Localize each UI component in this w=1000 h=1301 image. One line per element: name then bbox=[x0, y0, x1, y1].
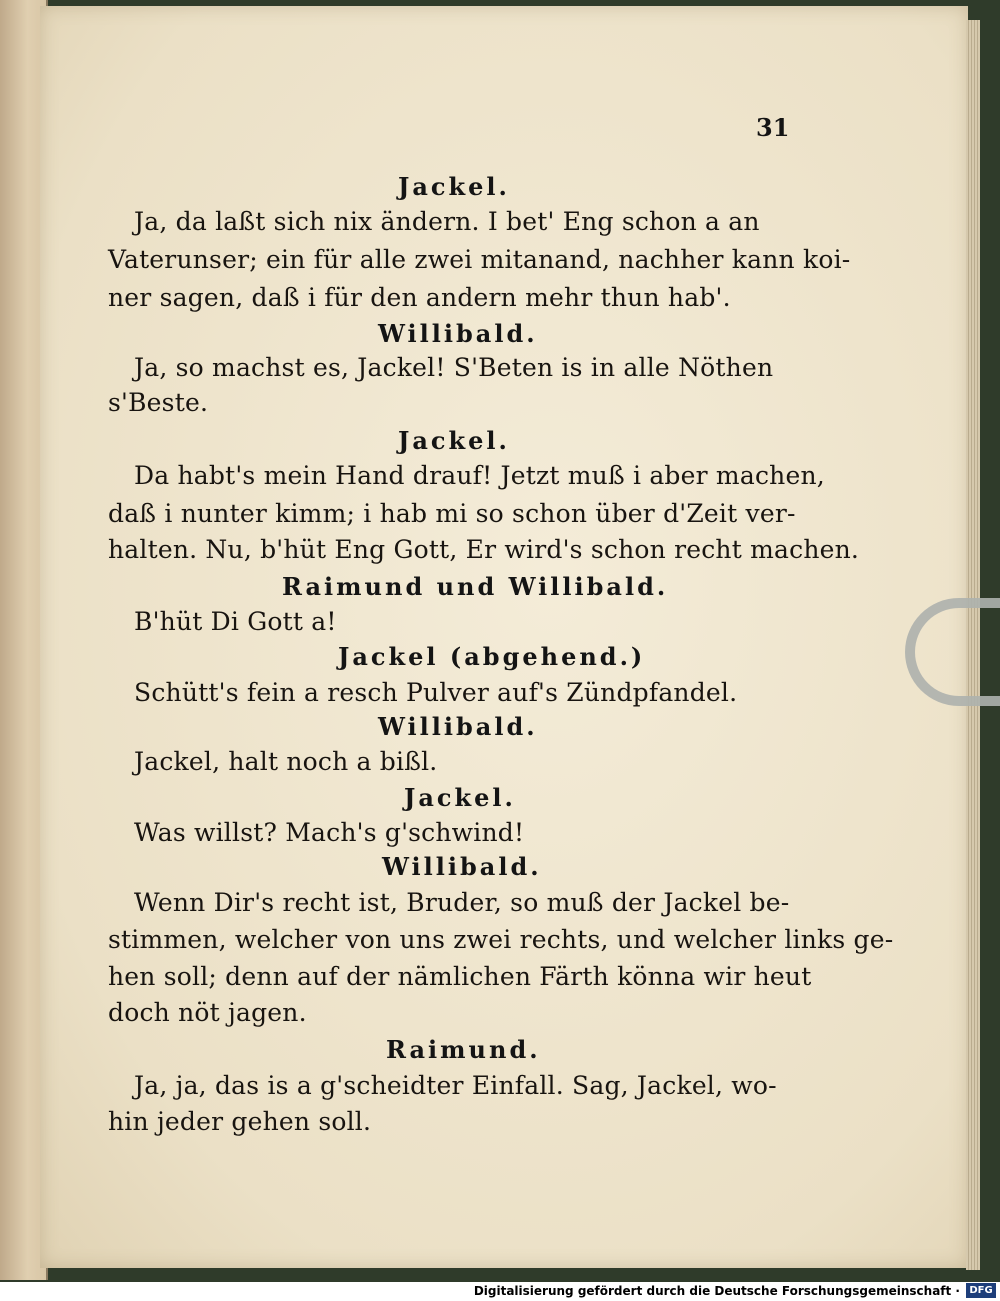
text-line: Ja, so machst es, Jackel! S'Beten is in alle Nöthen bbox=[134, 353, 774, 382]
text-line: stimmen, welcher von uns zwei rechts, und welcher links ge- bbox=[108, 925, 894, 954]
text-line: Was willst? Mach's g'schwind! bbox=[134, 818, 525, 847]
text-line: daß i nunter kimm; i hab mi so schon über d'Zeit ver- bbox=[108, 499, 796, 528]
speaker-name: Raimund und Willibald. bbox=[282, 572, 669, 601]
text-line: halten. Nu, b'hüt Eng Gott, Er wird's schon recht machen. bbox=[108, 535, 860, 564]
text-line: hen soll; denn auf der nämlichen Färth könna wir heut bbox=[108, 962, 812, 991]
text-line: s'Beste. bbox=[108, 388, 209, 417]
speaker-name: Raimund. bbox=[386, 1035, 541, 1064]
text-line: Vaterunser; ein für alle zwei mitanand, nachher kann koi- bbox=[108, 245, 851, 274]
dfg-logo-icon: DFG bbox=[966, 1283, 996, 1298]
text-line: B'hüt Di Gott a! bbox=[134, 607, 337, 636]
text-line: doch nöt jagen. bbox=[108, 998, 307, 1027]
footer-bar bbox=[0, 1282, 1000, 1301]
text-line: ner sagen, daß i für den andern mehr thun hab'. bbox=[108, 283, 731, 312]
page-number: 31 bbox=[756, 113, 790, 142]
text-line: hin jeder gehen soll. bbox=[108, 1107, 372, 1136]
text-line: Da habt's mein Hand drauf! Jetzt muß i aber machen, bbox=[134, 461, 825, 490]
text-line: Schütt's fein a resch Pulver auf's Zündpfandel. bbox=[134, 678, 738, 707]
speaker-name: Jackel (abgehend.) bbox=[338, 642, 646, 671]
speaker-name: Willibald. bbox=[378, 712, 538, 741]
text-line: Ja, da laßt sich nix ändern. I bet' Eng schon a an bbox=[134, 207, 760, 236]
speaker-name: Jackel. bbox=[404, 783, 516, 812]
speaker-name: Jackel. bbox=[398, 172, 510, 201]
text-line: Ja, ja, das is a g'scheidter Einfall. Sag, Jackel, wo- bbox=[134, 1071, 777, 1100]
footer-credit: Digitalisierung gefördert durch die Deutsche Forschungsgemeinschaft · bbox=[473, 1284, 960, 1298]
text-line: Jackel, halt noch a bißl. bbox=[134, 747, 438, 776]
speaker-name: Willibald. bbox=[382, 852, 542, 881]
speaker-name: Jackel. bbox=[398, 426, 510, 455]
speaker-name: Willibald. bbox=[378, 319, 538, 348]
text-line: Wenn Dir's recht ist, Bruder, so muß der Jackel be- bbox=[134, 888, 790, 917]
